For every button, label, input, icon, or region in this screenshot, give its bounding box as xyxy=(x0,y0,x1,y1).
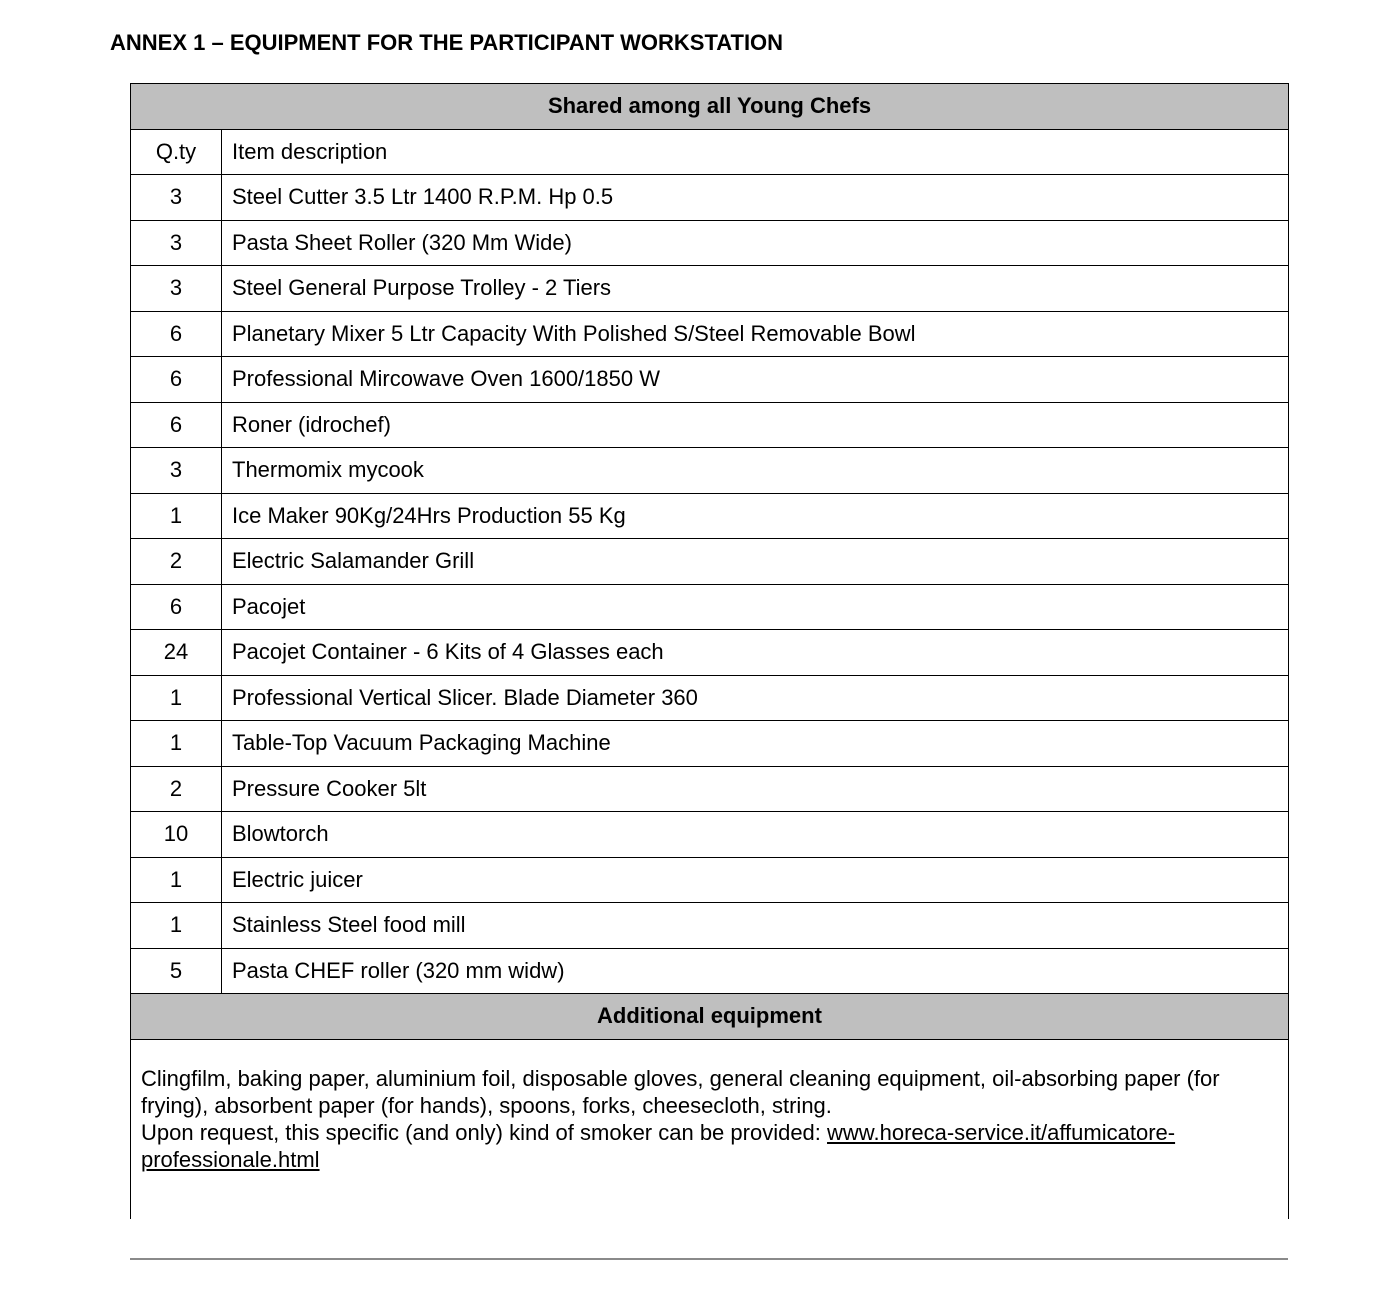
qty-cell: 5 xyxy=(131,948,222,994)
qty-cell: 1 xyxy=(131,857,222,903)
qty-cell: 1 xyxy=(131,721,222,767)
page-cut-line xyxy=(130,1258,1288,1260)
qty-cell: 24 xyxy=(131,630,222,676)
additional-header-row xyxy=(131,994,1289,1040)
table-row xyxy=(131,903,1289,949)
item-description-cell: Table-Top Vacuum Packaging Machine xyxy=(222,721,1289,767)
item-description-cell: Electric Salamander Grill xyxy=(222,539,1289,585)
document-title: ANNEX 1 – EQUIPMENT FOR THE PARTICIPANT WORKSTATION xyxy=(110,30,784,55)
smoker-link[interactable]: www.horeca-service.it/affumicatore-professionale.html xyxy=(141,1119,1176,1172)
smoker-request-paragraph xyxy=(141,1119,1278,1173)
shared-section-header: Shared among all Young Chefs xyxy=(131,84,1289,130)
qty-cell: 3 xyxy=(131,266,222,312)
item-description-cell: Pasta CHEF roller (320 mm widw) xyxy=(222,948,1289,994)
table-row xyxy=(131,766,1289,812)
qty-cell: 3 xyxy=(131,448,222,494)
item-description-cell: Professional Mircowave Oven 1600/1850 W xyxy=(222,357,1289,403)
item-description-cell: Steel Cutter 3.5 Ltr 1400 R.P.M. Hp 0.5 xyxy=(222,175,1289,221)
item-description-cell: Stainless Steel food mill xyxy=(222,903,1289,949)
table-row xyxy=(131,812,1289,858)
description-column-header: Item description xyxy=(222,129,1289,175)
qty-cell: 1 xyxy=(131,493,222,539)
qty-cell: 3 xyxy=(131,175,222,221)
table-row xyxy=(131,539,1289,585)
qty-cell: 2 xyxy=(131,766,222,812)
item-description-cell: Pressure Cooker 5lt xyxy=(222,766,1289,812)
qty-cell: 6 xyxy=(131,311,222,357)
item-description-cell: Thermomix mycook xyxy=(222,448,1289,494)
table-row xyxy=(131,630,1289,676)
additional-equipment-text xyxy=(131,1039,1289,1219)
table-row xyxy=(131,175,1289,221)
item-description-cell: Pacojet xyxy=(222,584,1289,630)
item-description-cell: Ice Maker 90Kg/24Hrs Production 55 Kg xyxy=(222,493,1289,539)
column-header-row xyxy=(131,129,1289,175)
table-row xyxy=(131,675,1289,721)
additional-content-row xyxy=(131,1039,1289,1219)
equipment-table-body xyxy=(131,84,1289,1220)
table-row xyxy=(131,857,1289,903)
additional-items-paragraph: Clingfilm, baking paper, aluminium foil, disposable gloves, general cleaning equipment, oil-absorbing paper (for frying), absorbent paper (for hands), spoons, forks, cheesecloth, string. xyxy=(141,1065,1220,1118)
qty-cell: 10 xyxy=(131,812,222,858)
table-row xyxy=(131,266,1289,312)
table-row xyxy=(131,584,1289,630)
qty-cell: 6 xyxy=(131,357,222,403)
item-description-cell: Electric juicer xyxy=(222,857,1289,903)
smoker-request-text: Upon request, this specific (and only) kind of smoker can be provided: xyxy=(141,1119,828,1145)
qty-cell: 6 xyxy=(131,402,222,448)
item-description-cell: Pacojet Container - 6 Kits of 4 Glasses each xyxy=(222,630,1289,676)
table-row xyxy=(131,402,1289,448)
item-description-cell: Pasta Sheet Roller (320 Mm Wide) xyxy=(222,220,1289,266)
qty-cell: 3 xyxy=(131,220,222,266)
shared-header-row xyxy=(131,84,1289,130)
table-row xyxy=(131,721,1289,767)
table-row xyxy=(131,220,1289,266)
qty-cell: 2 xyxy=(131,539,222,585)
additional-section-header: Additional equipment xyxy=(131,994,1289,1040)
qty-cell: 1 xyxy=(131,903,222,949)
item-description-cell: Roner (idrochef) xyxy=(222,402,1289,448)
table-row xyxy=(131,357,1289,403)
table-row xyxy=(131,948,1289,994)
item-description-cell: Professional Vertical Slicer. Blade Diameter 360 xyxy=(222,675,1289,721)
table-row xyxy=(131,448,1289,494)
qty-column-header: Q.ty xyxy=(131,129,222,175)
table-row xyxy=(131,311,1289,357)
qty-cell: 6 xyxy=(131,584,222,630)
item-description-cell: Steel General Purpose Trolley - 2 Tiers xyxy=(222,266,1289,312)
item-description-cell: Blowtorch xyxy=(222,812,1289,858)
qty-cell: 1 xyxy=(131,675,222,721)
equipment-table xyxy=(130,83,1289,1219)
table-row xyxy=(131,493,1289,539)
item-description-cell: Planetary Mixer 5 Ltr Capacity With Polished S/Steel Removable Bowl xyxy=(222,311,1289,357)
